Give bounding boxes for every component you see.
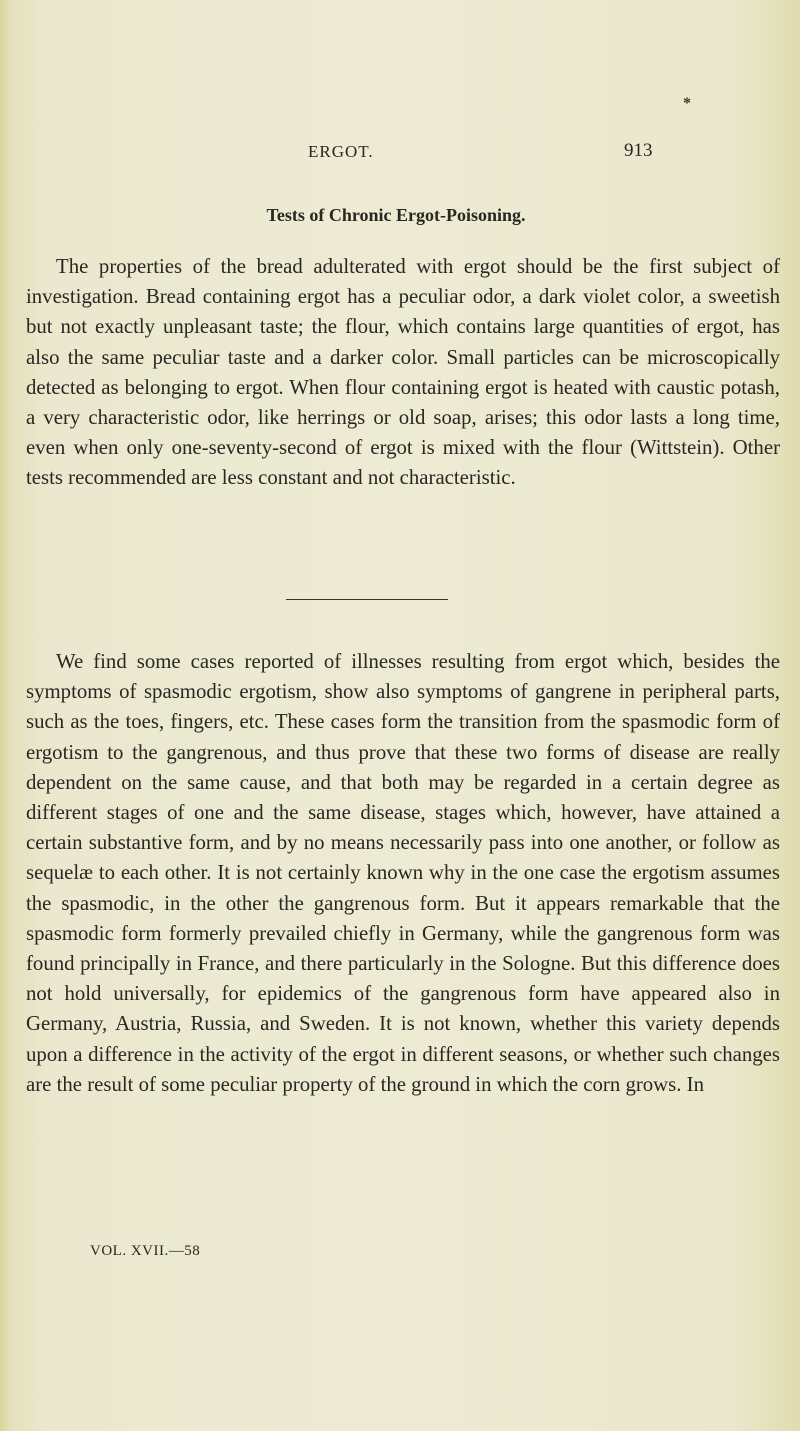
running-title: ERGOT. — [308, 142, 374, 161]
paragraph-cases: We find some cases reported of illnesses resulting from ergot which, besides the symptoms of spasmodic ergotism, show also symptoms of gangrene in peripheral parts, such as the toes, fingers, etc. These cases form the transition from the spasmodic form of ergotism to the gangrenous, and thus prove that these two forms of disease are really dependent on the same cause, and that both may be regarded in a certain degree as different stages of one and the same disease, stages which, however, have attained a certain substantive form, and by no means necessarily pass into one another, or follow as sequelæ to each other. It is not certainly known why in the one case the ergotism assumes the spasmodic, in the other the gangrenous form. But it appears remarkable that the spasmodic form formerly prevailed chiefly in Germany, while the gangrenous form was found principally in France, and there particularly in the Sologne. But this difference does not hold universally, for epidemics of the gangrenous form have appeared also in Germany, Austria, Russia, and Sweden. It is not known, whether this variety depends upon a difference in the activity of the ergot in different seasons, or whether such changes are the result of some peculiar property of the ground in which the corn grows. In — [26, 650, 780, 1096]
section-heading: Tests of Chronic Ergot-Poisoning. — [266, 205, 526, 225]
running-head — [0, 140, 800, 164]
margin-mark: * — [683, 95, 691, 112]
paragraph-tests: The properties of the bread adulterated with ergot should be the first subject of investigation. Bread containing ergot has a peculiar odor, a dark violet color, a sweetish but not exactly unpleasant taste; the flour, which contains large quantities of ergot, has also the same peculiar taste and a darker color. Small particles can be microscopically detected as belonging to ergot. When flour containing ergot is heated with caustic potash, a very characteristic odor, like herrings or old soap, arises; this odor lasts a long time, even when only one-seventy-second of ergot is mixed with the flour (Wittstein). Other tests recommended are less constant and not characteristic. — [26, 255, 780, 490]
section-divider — [286, 599, 448, 600]
page-number: 913 — [624, 140, 653, 161]
signature-line: VOL. XVII.—58 — [90, 1243, 201, 1259]
